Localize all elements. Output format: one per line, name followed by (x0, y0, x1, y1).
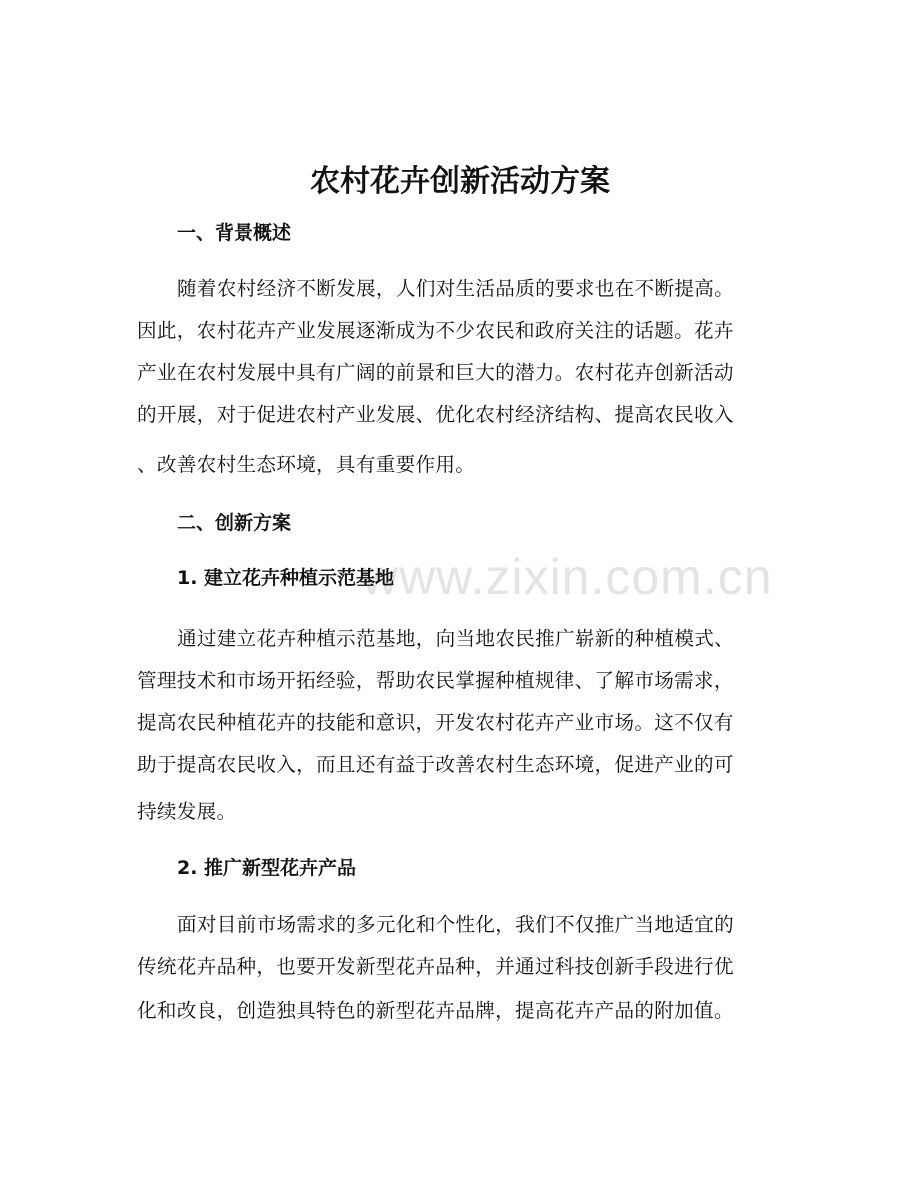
paragraph-line: 助于提高农民收入，而且还有益于改善农村生态环境，促进产业的可 (137, 753, 734, 776)
section-heading-plan: 二、创新方案 (177, 512, 292, 534)
paragraph-line: 面对目前市场需求的多元化和个性化，我们不仅推广当地适宜的 (177, 913, 735, 936)
subheading-demo-base: 1. 建立花卉种植示范基地 (177, 567, 395, 589)
paragraph-line: 、改善农村生态环境，具有重要作用。 (137, 453, 476, 476)
paragraph-line: 的开展，对于促进农村产业发展、优化农村经济结构、提高农民收入 (137, 403, 734, 426)
paragraph-line: 提高农民种植花卉的技能和意识，开发农村花卉产业市场。这不仅有 (137, 711, 734, 734)
paragraph-line: 因此，农村花卉产业发展逐渐成为不少农民和政府关注的话题。花卉 (137, 319, 734, 342)
paragraph-line: 通过建立花卉种植示范基地，向当地农民推广崭新的种植模式、 (177, 627, 735, 650)
document-title: 农村花卉创新活动方案 (310, 164, 610, 199)
section-heading-background: 一、背景概述 (177, 222, 292, 244)
paragraph-line: 随着农村经济不断发展，人们对生活品质的要求也在不断提高。 (177, 277, 735, 300)
paragraph-line: 持续发展。 (137, 800, 237, 823)
paragraph-line: 产业在农村发展中具有广阔的前景和巨大的潜力。农村花卉创新活动 (137, 361, 734, 384)
paragraph-line: 化和改良，创造独具特色的新型花卉品牌，提高花卉产品的附加值。 (137, 999, 734, 1022)
watermark: www.zixin.com.cn (362, 549, 773, 605)
subheading-new-products: 2. 推广新型花卉产品 (177, 857, 357, 879)
paragraph-line: 传统花卉品种，也要开发新型花卉品种，并通过科技创新手段进行优 (137, 955, 734, 978)
paragraph-line: 管理技术和市场开拓经验，帮助农民掌握种植规律、了解市场需求， (137, 669, 734, 692)
